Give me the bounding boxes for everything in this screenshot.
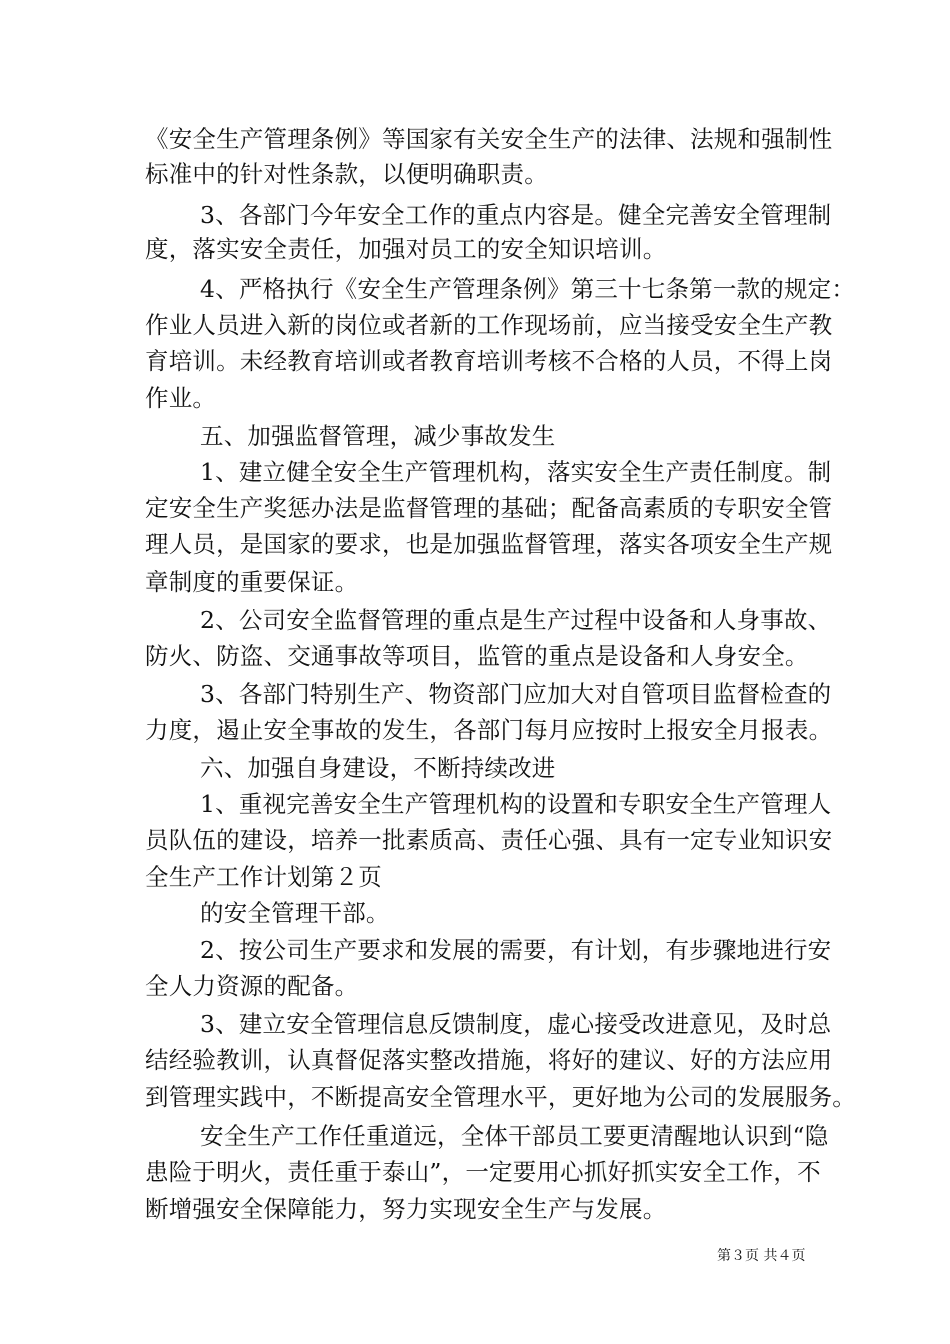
- body-line: 定安全生产奖惩办法是监督管理的基础；配备高素质的专职安全管: [145, 494, 833, 522]
- body-line: 作业。: [145, 384, 217, 412]
- body-line: 防火、防盗、交通事故等项目，监管的重点是设备和人身安全。: [145, 642, 809, 670]
- body-line: 员队伍的建设，培养一批素质高、责任心强、具有一定专业知识安: [145, 826, 833, 854]
- body-line: 结经验教训，认真督促落实整改措施，将好的建议、好的方法应用: [145, 1046, 833, 1074]
- body-line: 4、严格执行《安全生产管理条例》第三十七条第一款的规定：: [200, 275, 856, 303]
- body-line: 章制度的重要保证。: [145, 568, 359, 596]
- body-line: 作业人员进入新的岗位或者新的工作现场前，应当接受安全生产教: [145, 311, 833, 339]
- body-line: 的安全管理干部。: [200, 899, 390, 927]
- section-heading: 六、加强自身建设，不断持续改进: [200, 754, 556, 782]
- body-line: 标准中的针对性条款，以便明确职责。: [145, 160, 548, 188]
- body-line: 到管理实践中，不断提高安全管理水平，更好地为公司的发展服务。: [145, 1083, 856, 1111]
- section-heading: 五、加强监督管理，减少事故发生: [200, 422, 556, 450]
- body-line: 2、按公司生产要求和发展的需要，有计划，有步骤地进行安: [200, 936, 832, 964]
- body-line: 1、建立健全安全生产管理机构，落实安全生产责任制度。制: [200, 458, 832, 486]
- body-line: 3、各部门今年安全工作的重点内容是。健全完善安全管理制: [200, 201, 832, 229]
- body-line: 全生产工作计划第２页: [145, 863, 382, 891]
- body-line: 断增强安全保障能力，努力实现安全生产与发展。: [145, 1195, 667, 1223]
- body-line: 度，落实安全责任，加强对员工的安全知识培训。: [145, 235, 667, 263]
- body-line: 全人力资源的配备。: [145, 972, 359, 1000]
- body-line: 患险于明火，责任重于泰山”，一定要用心抓好抓实安全工作，不: [145, 1158, 821, 1186]
- body-line: 1、重视完善安全生产管理机构的设置和专职安全生产管理人: [200, 790, 832, 818]
- body-line: 力度，遏止安全事故的发生，各部门每月应按时上报安全月报表。: [145, 716, 833, 744]
- body-line: 3、建立安全管理信息反馈制度，虚心接受改进意见，及时总: [200, 1010, 832, 1038]
- body-line: 《安全生产管理条例》等国家有关安全生产的法律、法规和强制性: [145, 125, 833, 153]
- body-line: 育培训。未经教育培训或者教育培训考核不合格的人员，不得上岗: [145, 347, 833, 375]
- body-line: 2、公司安全监督管理的重点是生产过程中设备和人身事故、: [200, 606, 832, 634]
- body-line: 理人员，是国家的要求，也是加强监督管理，落实各项安全生产规: [145, 530, 833, 558]
- body-line: 安全生产工作任重道远，全体干部员工要更清醒地认识到“隐: [200, 1122, 829, 1150]
- body-line: 3、各部门特别生产、物资部门应加大对自管项目监督检查的: [200, 680, 832, 708]
- page-number: 第３页 共４页: [717, 1248, 806, 1264]
